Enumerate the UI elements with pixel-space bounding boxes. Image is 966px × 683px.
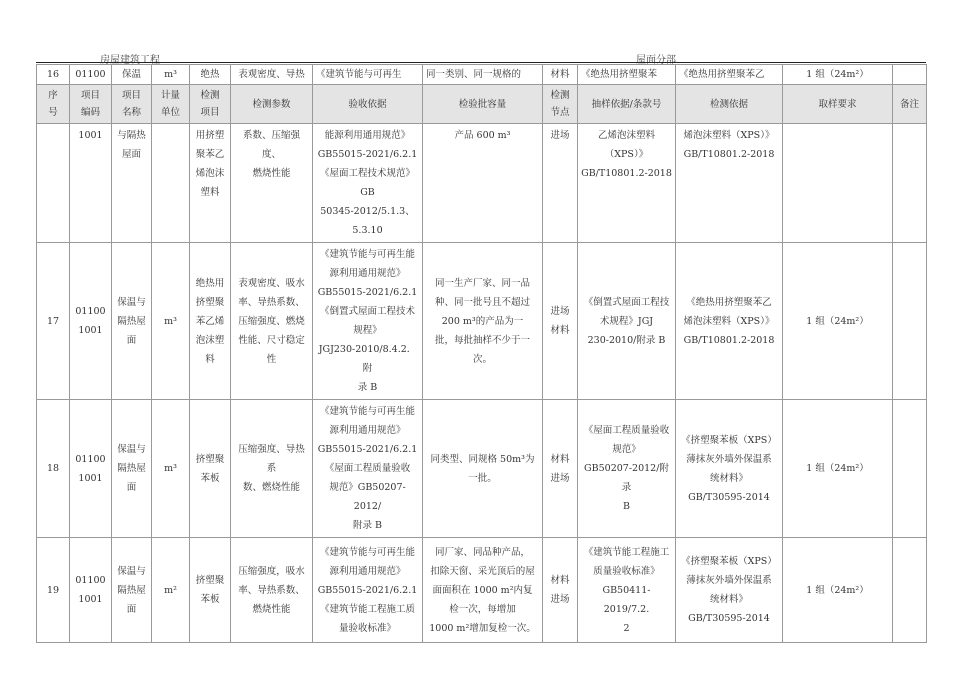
top-item-cell: 绝热 <box>190 65 231 85</box>
top-name-cell: 保温 <box>112 65 152 85</box>
table-row <box>37 400 927 538</box>
column-header-13: 备注 <box>893 85 927 124</box>
unit-cell <box>152 124 190 243</box>
inspection-table <box>36 64 927 643</box>
header-project-type: 房屋建筑工程 <box>100 55 160 66</box>
seq-cell <box>37 124 70 243</box>
basis-cell: 能源利用通用规范》 GB55015-2021/6.2.1 《屋面工程技术规范》 GB 50345-2012/5.1.3、 5.3.10 <box>313 124 423 243</box>
remark-cell <box>893 243 927 400</box>
remark-cell <box>893 400 927 538</box>
code-cell: 1001 <box>70 124 112 243</box>
params-cell: 压缩强度、导热系 数、燃烧性能 <box>231 400 313 538</box>
column-header-5: 检测 项目 <box>190 85 231 124</box>
unit-cell: m³ <box>152 400 190 538</box>
column-header-2: 项目 编码 <box>70 85 112 124</box>
sampling-cell: 《倒置式屋面工程技 术规程》JGJ 230-2010/附录 B <box>578 243 676 400</box>
req-cell: 1 组（24m²） <box>783 243 893 400</box>
req-cell: 1 组（24m²） <box>783 538 893 643</box>
code-cell: 01100 1001 <box>70 400 112 538</box>
column-header-9: 检测 节点 <box>543 85 578 124</box>
column-header-4: 计量 单位 <box>152 85 190 124</box>
top-test-cell: 《绝热用挤塑聚苯乙 <box>676 65 783 85</box>
top-code-cell: 01100 <box>70 65 112 85</box>
sampling-cell: 《屋面工程质量验收 规范》 GB50207-2012/附录 B <box>578 400 676 538</box>
column-header-1: 序 号 <box>37 85 70 124</box>
basis-cell: 《建筑节能与可再生能 源利用通用规范》 GB55015-2021/6.2.1 《建筑节能工程施工质 量验收标准》 <box>313 538 423 643</box>
top-batch-cell: 同一类别、同一规格的 <box>423 65 543 85</box>
node-cell: 进场 材料 <box>543 243 578 400</box>
top-params-cell: 表观密度、导热 <box>231 65 313 85</box>
code-cell: 01100 1001 <box>70 243 112 400</box>
unit-cell: m³ <box>152 243 190 400</box>
params-cell: 压缩强度，吸水 率、导热系数、 燃烧性能 <box>231 538 313 643</box>
basis-cell: 《建筑节能与可再生能 源利用通用规范》 GB55015-2021/6.2.1 《屋面工程质量验收 规范》GB50207-2012/ 附录 B <box>313 400 423 538</box>
item-cell: 用挤塑 聚苯乙 烯泡沫 塑料 <box>190 124 231 243</box>
item-cell: 挤塑聚 苯板 <box>190 400 231 538</box>
header-rule <box>36 62 926 63</box>
req-cell <box>783 124 893 243</box>
top-req-cell: 1 组（24m²） <box>783 65 893 85</box>
name-cell: 保温与 隔热屋 面 <box>112 538 152 643</box>
params-cell: 系数、压缩强度、 燃烧性能 <box>231 124 313 243</box>
column-header-12: 取样要求 <box>783 85 893 124</box>
remark-cell <box>893 124 927 243</box>
top-sampling-cell: 《绝热用挤塑聚苯 <box>578 65 676 85</box>
top-remark-cell <box>893 65 927 85</box>
batch-cell: 产品 600 m³ <box>423 124 543 243</box>
name-cell: 保温与 隔热屋 面 <box>112 400 152 538</box>
column-header-3: 项目 名称 <box>112 85 152 124</box>
top-basis-cell: 《建筑节能与可再生 <box>313 65 423 85</box>
test-cell: 《挤塑聚苯板（XPS） 薄抹灰外墙外保温系 统材料》 GB/T30595-2014 <box>676 538 783 643</box>
seq-cell: 19 <box>37 538 70 643</box>
basis-cell: 《建筑节能与可再生能 源利用通用规范》 GB55015-2021/6.2.1 《倒置式屋面工程技术 规程》 JGJ230-2010/8.4.2．附 录 B <box>313 243 423 400</box>
name-cell: 与隔热 屋面 <box>112 124 152 243</box>
req-cell: 1 组（24m²） <box>783 400 893 538</box>
node-cell: 材料 进场 <box>543 538 578 643</box>
top-node-cell: 材料 <box>543 65 578 85</box>
table-row <box>37 124 927 243</box>
table-row-continued <box>37 65 927 85</box>
top-seq-cell: 16 <box>37 65 70 85</box>
table-header-row <box>37 85 927 124</box>
seq-cell: 17 <box>37 243 70 400</box>
table-row <box>37 243 927 400</box>
code-cell: 01100 1001 <box>70 538 112 643</box>
node-cell: 进场 <box>543 124 578 243</box>
sampling-cell: 《建筑节能工程施工 质量验收标准》 GB50411-2019/7.2. 2 <box>578 538 676 643</box>
column-header-6: 检测参数 <box>231 85 313 124</box>
table-row <box>37 538 927 643</box>
test-cell: 《挤塑聚苯板（XPS） 薄抹灰外墙外保温系 统材料》 GB/T30595-2014 <box>676 400 783 538</box>
batch-cell: 同一生产厂家、同一品 种、同一批号且不超过 200 m³的产品为一 批，每批抽样不少于一 次。 <box>423 243 543 400</box>
batch-cell: 同类型、同规格 50m³为 一批。 <box>423 400 543 538</box>
item-cell: 挤塑聚 苯板 <box>190 538 231 643</box>
node-cell: 材料 进场 <box>543 400 578 538</box>
unit-cell: m² <box>152 538 190 643</box>
remark-cell <box>893 538 927 643</box>
item-cell: 绝热用 挤塑聚 苯乙烯 泡沫塑 料 <box>190 243 231 400</box>
header-division: 屋面分部 <box>636 55 676 66</box>
sampling-cell: 乙烯泡沫塑料 （XPS）》 GB/T10801.2-2018 <box>578 124 676 243</box>
name-cell: 保温与 隔热屋 面 <box>112 243 152 400</box>
table-body <box>37 65 927 643</box>
seq-cell: 18 <box>37 400 70 538</box>
top-unit-cell: m³ <box>152 65 190 85</box>
params-cell: 表观密度、吸水 率、导热系数、 压缩强度、燃烧 性能、尺寸稳定 性 <box>231 243 313 400</box>
test-cell: 《绝热用挤塑聚苯乙 烯泡沫塑料（XPS）》 GB/T10801.2-2018 <box>676 243 783 400</box>
test-cell: 烯泡沫塑料（XPS）》 GB/T10801.2-2018 <box>676 124 783 243</box>
batch-cell: 同厂家、同品种产品， 扣除天窗、采光顶后的屋 面面积在 1000 m²内复 检一次，每增加 1000 m²增加复检一次。 <box>423 538 543 643</box>
column-header-11: 检测依据 <box>676 85 783 124</box>
column-header-7: 验收依据 <box>313 85 423 124</box>
column-header-8: 检验批容量 <box>423 85 543 124</box>
column-header-10: 抽样依据/条款号 <box>578 85 676 124</box>
